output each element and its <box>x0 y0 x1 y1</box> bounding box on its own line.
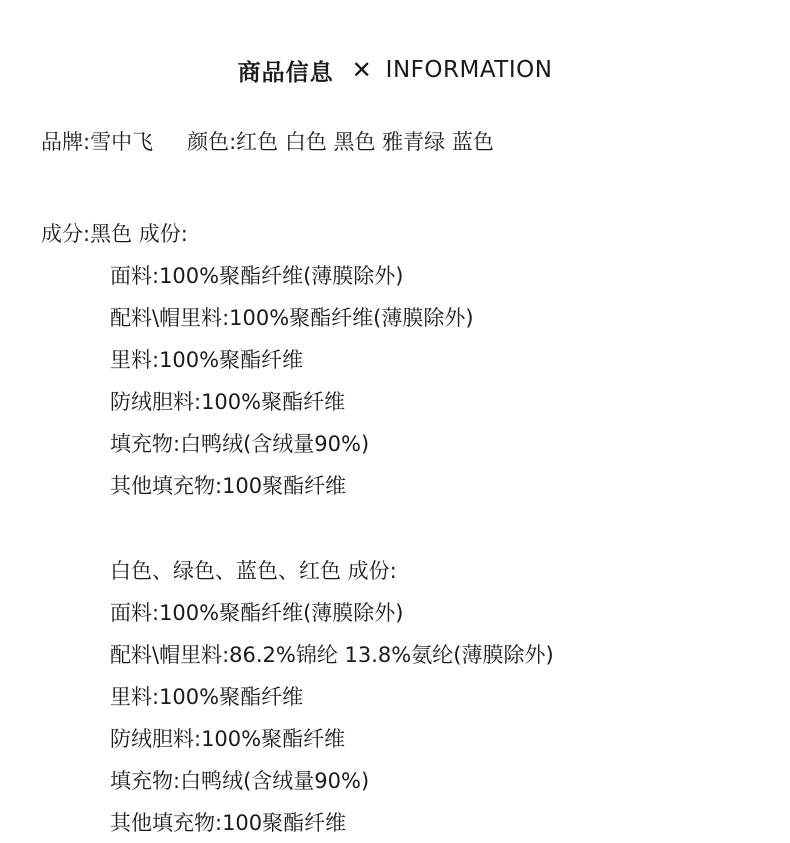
composition-label: 成分:黑色 成份: <box>41 222 188 246</box>
other-shell-fabric: 面料:100%聚酯纤维(薄膜除外) <box>110 601 404 625</box>
brand-color-row <box>41 125 494 157</box>
title-chinese: 商品信息 <box>237 59 334 86</box>
black-other-filling: 其他填充物:100聚酯纤维 <box>110 474 347 498</box>
other-colors-heading: 白色、绿色、蓝色、红色 成份: <box>110 559 397 583</box>
other-filling: 填充物:白鸭绒(含绒量90%) <box>110 769 370 793</box>
black-trim-hood-lining: 配料\帽里料:100%聚酯纤维(薄膜除外) <box>110 306 474 330</box>
close-x-icon: ✕ <box>351 56 372 84</box>
other-trim-hood-lining: 配料\帽里料:86.2%锦纶 13.8%氨纶(薄膜除外) <box>110 643 554 667</box>
section-header <box>0 52 790 88</box>
other-downproof-fabric: 防绒胆料:100%聚酯纤维 <box>110 727 346 751</box>
black-downproof-fabric: 防绒胆料:100%聚酯纤维 <box>110 390 346 414</box>
black-lining: 里料:100%聚酯纤维 <box>110 348 304 372</box>
black-shell-fabric: 面料:100%聚酯纤维(薄膜除外) <box>110 264 404 288</box>
colors-text: 颜色:红色 白色 黑色 雅青绿 蓝色 <box>187 130 494 154</box>
other-other-filling: 其他填充物:100聚酯纤维 <box>110 811 347 835</box>
other-lining: 里料:100%聚酯纤维 <box>110 685 304 709</box>
title-english: INFORMATION <box>385 57 553 83</box>
black-filling: 填充物:白鸭绒(含绒量90%) <box>110 432 370 456</box>
brand-text: 品牌:雪中飞 <box>41 130 154 154</box>
